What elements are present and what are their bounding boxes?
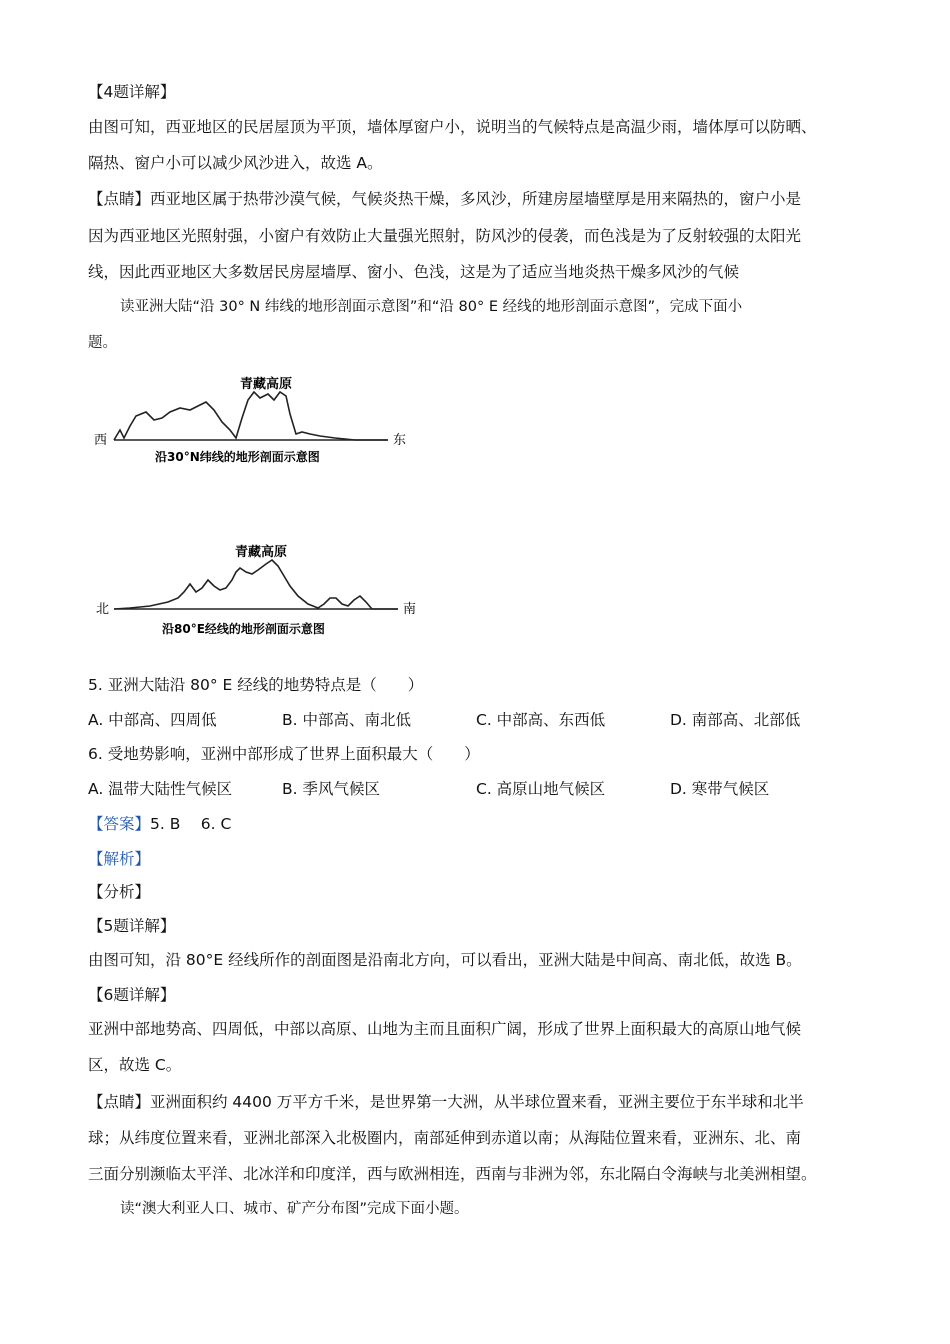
- figure1-peak-label: 青藏高原: [240, 377, 293, 392]
- answer-line: [88, 814, 231, 834]
- answer-label: 【答案】: [88, 815, 151, 833]
- question6-option-d: D. 寒带气候区: [670, 780, 770, 798]
- question5-option-a: A. 中部高、四周低: [88, 711, 217, 729]
- q6-detail-line: 区，故选 C。: [88, 1056, 182, 1074]
- q4-detail-line: 隔热、窗户小可以减少风沙进入，故选 A。: [88, 154, 383, 172]
- intro-line: 题。: [88, 335, 117, 351]
- question5-stem: 5. 亚洲大陆沿 80° E 经线的地势特点是（ ）: [88, 676, 424, 694]
- figure1-left-label: 西: [94, 433, 108, 448]
- question5-option-c: C. 中部高、东西低: [476, 711, 606, 729]
- q4-note-line: 因为西亚地区光照射强，小窗户有效防止大量强光照射，防风沙的侵袭，而色浅是为了反射较强的太阳光: [88, 227, 802, 245]
- q4-detail-heading: 【4题详解】: [88, 83, 176, 101]
- intro-line: 读亚洲大陆“沿 30° N 纬线的地形剖面示意图”和“沿 80° E 经线的地形剖面示意图”，完成下面小: [120, 299, 743, 315]
- question6-option-b: B. 季风气候区: [282, 780, 380, 798]
- q5-detail-heading: 【5题详解】: [88, 917, 176, 935]
- final-note-line: 【点睛】亚洲面积约 4400 万平方千米，是世界第一大洲，从半球位置来看，亚洲主要位于东半球和北半: [88, 1093, 804, 1111]
- figure1-right-label: 东: [393, 433, 407, 448]
- question6-option-a: A. 温带大陆性气候区: [88, 780, 233, 798]
- q5-detail-text: 由图可知，沿 80°E 经线所作的剖面图是沿南北方向，可以看出，亚洲大陆是中间高、南北低，故选 B。: [88, 951, 802, 969]
- question6-stem: 6. 受地势影响，亚洲中部形成了世界上面积最大（ ）: [88, 745, 480, 763]
- q4-note-line: 【点睛】西亚地区属于热带沙漠气候，气候炎热干燥，多风沙，所建房屋墙壁厚是用来隔热的，窗户小是: [88, 190, 802, 208]
- figure1-caption: 沿30°N纬线的地形剖面示意图: [155, 450, 320, 464]
- q6-detail-heading: 【6题详解】: [88, 986, 176, 1004]
- figure1-terrain-line: [114, 392, 388, 440]
- figure2-terrain-line: [114, 560, 398, 609]
- next-intro: 读“澳大利亚人口、城市、矿产分布图”完成下面小题。: [120, 1201, 469, 1217]
- q6-detail-line: 亚洲中部地势高、四周低，中部以高原、山地为主而且面积广阔，形成了世界上面积最大的高原山地气候: [88, 1020, 802, 1038]
- final-note-line: 三面分别濒临太平洋、北冰洋和印度洋，西与欧洲相连，西南与非洲为邻，东北隔白令海峡与北美洲相望。: [88, 1165, 817, 1183]
- figure2-right-label: 南: [403, 602, 417, 617]
- question5-option-d: D. 南部高、北部低: [670, 711, 801, 729]
- profile-80e-figure: [90, 540, 430, 640]
- q4-detail-line: 由图可知，西亚地区的民居屋顶为平顶，墙体厚窗户小，说明当的气候特点是高温少雨，墙体厚可以防晒、: [88, 118, 817, 136]
- analysis-label: 【解析】: [88, 850, 151, 868]
- figure2-caption: 沿80°E经线的地形剖面示意图: [162, 622, 325, 636]
- question5-option-b: B. 中部高、南北低: [282, 711, 411, 729]
- answer-text: 5. B 6. C: [150, 815, 232, 833]
- q4-note-line: 线，因此西亚地区大多数居民房屋墙厚、窗小、色浅，这是为了适应当地炎热干燥多风沙的气候: [88, 263, 740, 281]
- fenxi-label: 【分析】: [88, 883, 151, 901]
- question6-option-c: C. 高原山地气候区: [476, 780, 606, 798]
- figure2-peak-label: 青藏高原: [235, 545, 288, 560]
- profile-30n-figure: [90, 368, 430, 468]
- final-note-line: 球；从纬度位置来看，亚洲北部深入北极圈内，南部延伸到赤道以南；从海陆位置来看，亚洲东、北、南: [88, 1129, 802, 1147]
- figure2-left-label: 北: [96, 602, 110, 617]
